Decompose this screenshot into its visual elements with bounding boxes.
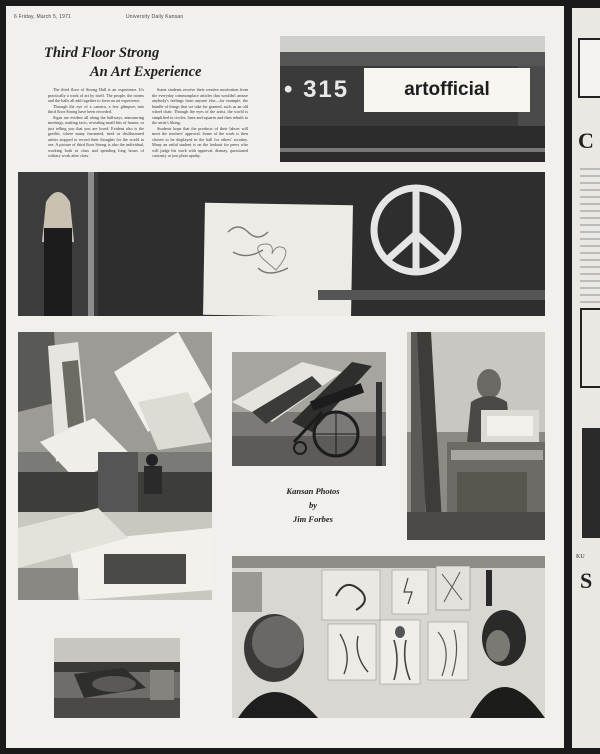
credit-line: Jim Forbes [293,514,333,524]
door-number: • 315 [284,76,350,103]
title-line-1: Third Floor Strong [44,45,160,61]
door-sign-text: artofficial [364,68,530,112]
workshop-table-photo [54,638,180,718]
page-date: 6 Friday, March 5, 1971 [14,14,72,20]
page-header [14,14,184,20]
paragraph: Students hope that the products of their labors will meet the teachers' approval. Some of the work is then chosen to be displayed in the hall for others' scrutiny. Many an artful student is on the lookout for peers who will judge his work with approval, dismay, questioned curiosity or just plain apathy. [152,125,248,158]
wheelchair-photo [232,352,386,466]
article-body [48,87,248,167]
paper-name: University Daily Kansan [126,14,184,20]
paragraph: Signs are evident all along the hallways, announcing meetings, making facts, revealing small bits of humor, or just telling you that you are loved. Evident also is the graffiti, where many frustrated, tired or disillusioned artists stopped to record their thoughts for the world to see. A picture of third floor Strong is also the individual, working both in class and spending long hours of solitary work after class. [48,114,144,158]
credit-line: by [308,500,318,510]
paragraph: Through the eye of a camera, a few glimpses into third floor Strong have been recorded. [48,103,144,114]
adjacent-text-lines [580,168,600,308]
paragraph: The third floor of Strong Hall is an experience. It's practically a work of art by itself. The people, the rooms and the halls all add together to form an art experience. [48,87,144,103]
adjacent-frame [578,38,600,98]
credit-line: Kansan Photos [286,486,340,496]
student-typewriter-photo [407,332,545,540]
adjacent-photo [582,428,600,538]
adjacent-headline-fragment-2: S [580,568,593,593]
adjacent-box [580,308,600,388]
adjacent-label: KU [576,554,585,560]
graffiti-wall-photo [18,172,545,316]
article-title [44,44,249,82]
photo-credit [258,484,368,526]
adjacent-headline-fragment: C [578,128,594,153]
paragraph: Some students receive their creative motivation from the everyday commonplace articles that wouldn't arouse anybody's feelings from anyone else—for example, the bundle of things that we take for granted, such as an old wheel chair. Through the eyes of the artist, the world is simplified to circles, lines and squares and then rebuilt to the artist's liking. [152,87,248,125]
adjacent-page-edge [572,8,600,748]
figure-drawings-photo [232,556,545,718]
title-line-2: An Art Experience [90,64,202,80]
studio-hangings-photo [18,332,212,600]
